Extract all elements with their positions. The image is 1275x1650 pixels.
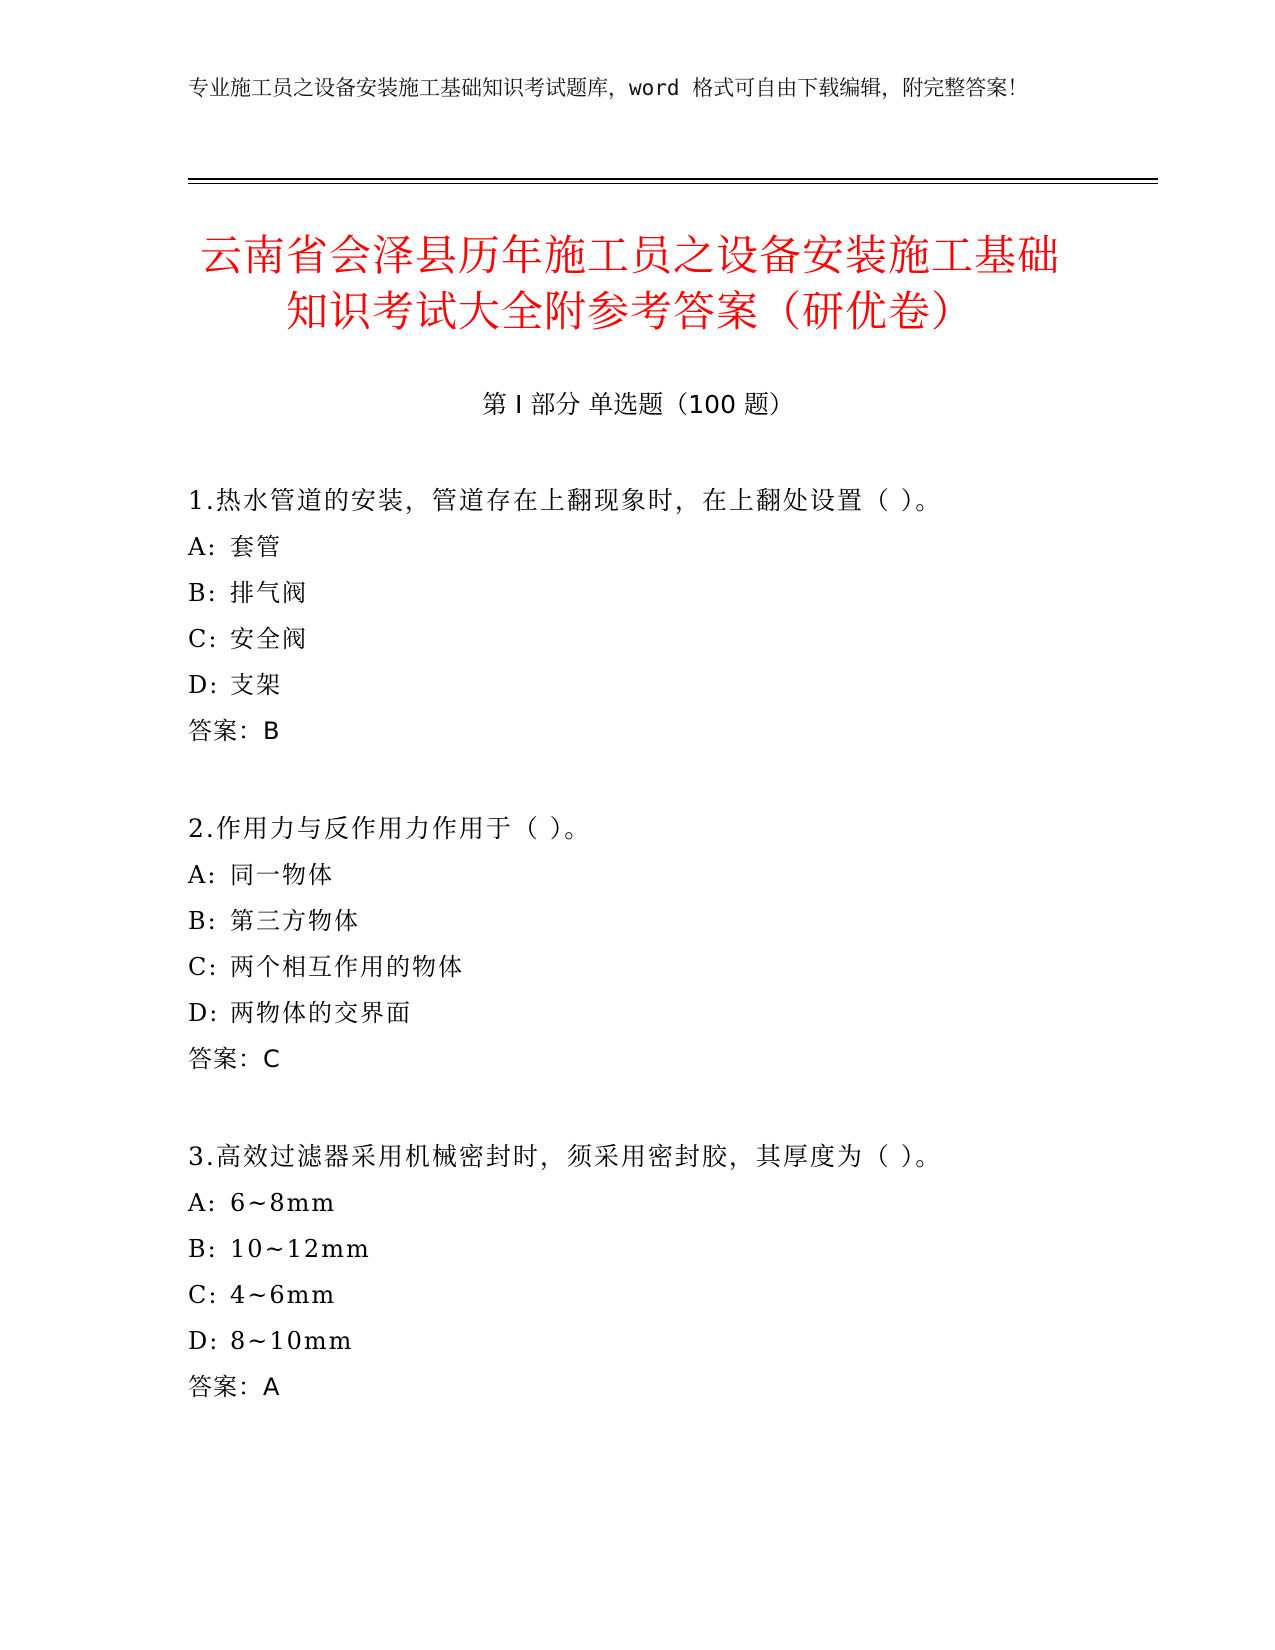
option-text: 套管: [230, 533, 282, 561]
option-b: [188, 570, 1088, 616]
question-stem: 3.高效过滤器采用机械密封时，须采用密封胶，其厚度为（ ）。: [188, 1142, 943, 1171]
option-text: 两物体的交界面: [230, 999, 412, 1027]
option-letter: D:: [188, 1327, 220, 1355]
header-divider-thin: [188, 183, 1158, 184]
option-b: [188, 1226, 1088, 1272]
option-d: [188, 662, 1088, 708]
option-letter: B:: [188, 579, 218, 607]
answer-line: 答案：B: [188, 717, 281, 745]
header-divider-thick: [188, 178, 1158, 180]
option-text: 4~6mm: [230, 1281, 337, 1309]
option-d: [188, 990, 1088, 1036]
option-b: [188, 898, 1088, 944]
option-a: [188, 1180, 1088, 1226]
option-letter: C:: [188, 1281, 219, 1309]
option-letter: D:: [188, 999, 220, 1027]
answer-line: 答案：A: [188, 1373, 281, 1401]
option-letter: A:: [188, 1189, 218, 1217]
option-text: 安全阀: [230, 625, 308, 653]
option-c: [188, 616, 1088, 662]
question-2: [188, 806, 1088, 1082]
option-letter: A:: [188, 861, 218, 889]
option-letter: C:: [188, 625, 219, 653]
option-text: 8~10mm: [230, 1327, 354, 1355]
option-letter: C:: [188, 953, 219, 981]
option-text: 排气阀: [230, 579, 308, 607]
option-a: [188, 524, 1088, 570]
document-title: 云南省会泽县历年施工员之设备安装施工基础知识考试大全附参考答案（研优卷）: [199, 231, 1060, 336]
option-letter: B:: [188, 1235, 218, 1263]
option-d: [188, 1318, 1088, 1364]
answer-line: 答案：C: [188, 1045, 281, 1073]
option-c: [188, 944, 1088, 990]
header-note: 专业施工员之设备安装施工基础知识考试题库，word 格式可自由下载编辑，附完整答案！: [188, 76, 1029, 100]
option-a: [188, 852, 1088, 898]
option-text: 6~8mm: [230, 1189, 337, 1217]
question-3: [188, 1134, 1088, 1410]
question-list: [188, 478, 1088, 1462]
option-text: 第三方物体: [230, 907, 360, 935]
option-letter: B:: [188, 907, 218, 935]
option-text: 两个相互作用的物体: [230, 953, 464, 981]
question-1: [188, 478, 1088, 754]
option-c: [188, 1272, 1088, 1318]
option-text: 同一物体: [230, 861, 334, 889]
question-stem: 2.作用力与反作用力作用于（ ）。: [188, 814, 592, 843]
option-text: 10~12mm: [230, 1235, 371, 1263]
option-letter: D:: [188, 671, 220, 699]
section-heading: 第 I 部分 单选题（100 题）: [482, 390, 794, 419]
option-text: 支架: [230, 671, 282, 699]
option-letter: A:: [188, 533, 218, 561]
question-stem: 1.热水管道的安装，管道存在上翻现象时，在上翻处设置（ ）。: [188, 486, 943, 515]
